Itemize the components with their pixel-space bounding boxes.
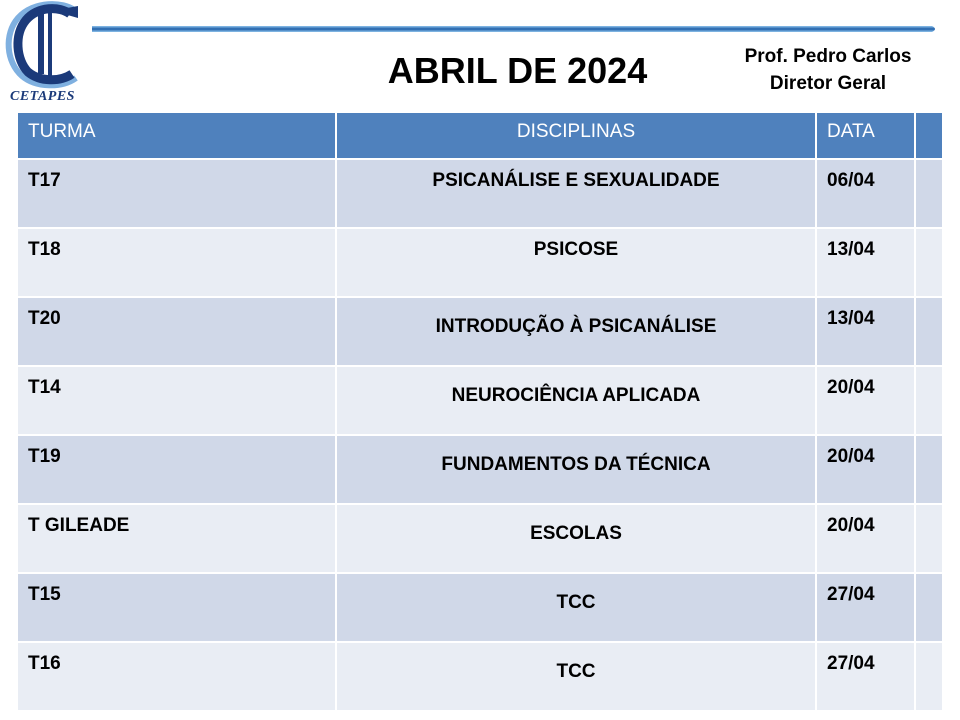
cell-turma: T16 [18,643,337,712]
table-row [18,229,942,298]
table-row [18,574,942,643]
author-name: Prof. Pedro Carlos [744,46,912,67]
table-row [18,367,942,436]
cell-data: 27/04 [817,643,916,712]
cell-turma: T15 [18,574,337,643]
cell-data: 13/04 [817,229,916,298]
cell-extra [916,298,942,367]
header-extra [916,113,942,160]
cell-disciplina: INTRODUÇÃO À PSICANÁLISE [337,298,817,367]
header-disciplinas: DISCIPLINAS [337,113,817,160]
author-block [720,43,936,97]
cell-extra [916,505,942,574]
cell-disciplina: TCC [337,574,817,643]
cell-data: 27/04 [817,574,916,643]
author-role: Diretor Geral [769,73,887,94]
cell-data: 20/04 [817,505,916,574]
schedule-table [18,113,942,712]
cell-disciplina: NEUROCIÊNCIA APLICADA [337,367,817,436]
cell-data: 20/04 [817,436,916,505]
cell-extra [916,160,942,229]
cell-turma: T17 [18,160,337,229]
table-row [18,436,942,505]
cell-disciplina: FUNDAMENTOS DA TÉCNICA [337,436,817,505]
cell-turma: T GILEADE [18,505,337,574]
header-turma: TURMA [18,113,337,160]
cell-data: 06/04 [817,160,916,229]
cell-extra [916,574,942,643]
header-data: DATA [817,113,916,160]
cell-extra [916,643,942,712]
cell-disciplina: PSICOSE [337,229,817,298]
cell-disciplina: PSICANÁLISE E SEXUALIDADE [337,160,817,229]
cell-data: 20/04 [817,367,916,436]
page-title: ABRIL DE 2024 [387,50,648,91]
table-row [18,643,942,712]
logo-c-icon [4,0,92,92]
cetapes-logo [4,0,92,108]
table-row [18,505,942,574]
cell-turma: T19 [18,436,337,505]
header-decorative-bar [92,24,938,34]
logo-text: CETAPES [10,89,75,104]
cell-disciplina: ESCOLAS [337,505,817,574]
cell-turma: T18 [18,229,337,298]
table-header-row [18,113,942,160]
cell-extra [916,229,942,298]
cell-disciplina: TCC [337,643,817,712]
table-row [18,160,942,229]
table-row [18,298,942,367]
cell-data: 13/04 [817,298,916,367]
cell-turma: T14 [18,367,337,436]
cell-extra [916,367,942,436]
cell-extra [916,436,942,505]
cell-turma: T20 [18,298,337,367]
